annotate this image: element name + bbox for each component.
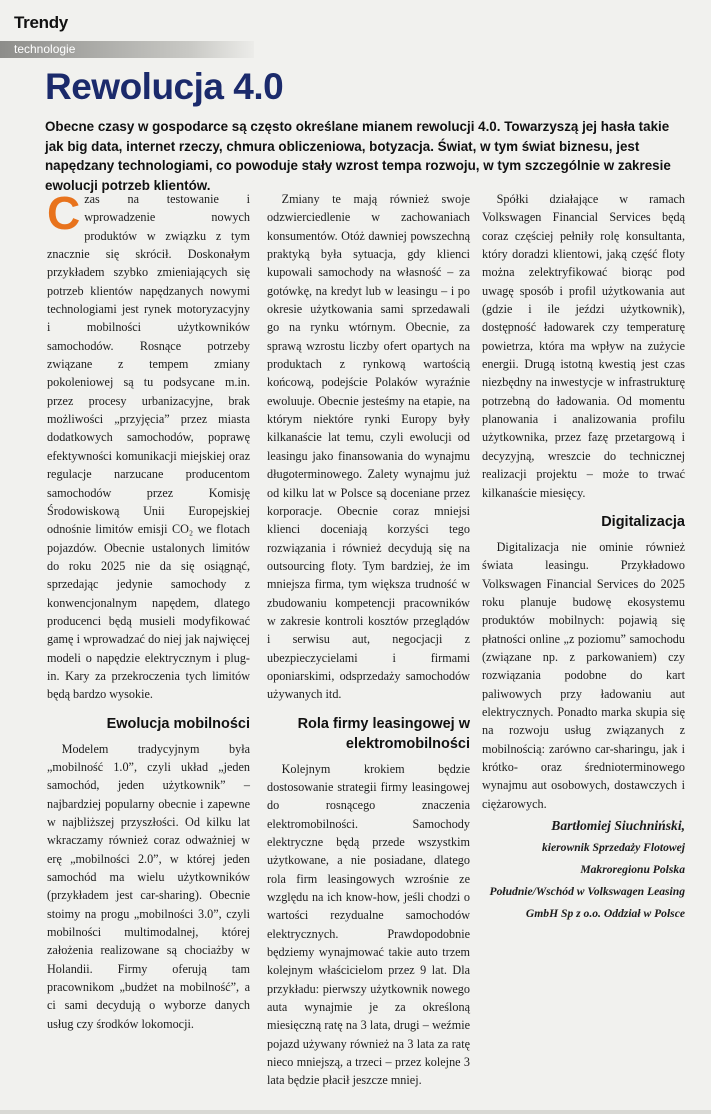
section-heading: Ewolucja mobilności <box>106 715 250 732</box>
body-paragraph: Digitalizacja nie ominie również świata leasingu. Przykładowo Volkswagen Financial Services do 2025 roku planuje budowę ekosystemu produktów mobilnych: pojawią się płatności online „z poziomu” samochodu (związane np. z parkowaniem) czy rozwiązania podobne do kart paliwowych przy ładowaniu aut elektrycznych. Ponadto marka skupia się na rozwoju usług związanych z mobilnością: zarówno car-sharingu, jak i krótko- oraz średnioterminowego wynajmu aut osobowych, dostawczych i ciężarowych. <box>482 539 685 811</box>
bottom-rule <box>0 1110 711 1114</box>
column-2 <box>267 190 470 1090</box>
section-heading: Rola firmy leasingowej w elektromobilności <box>297 715 470 752</box>
section-title: Trendy <box>14 13 68 32</box>
article-lead: Obecne czasy w gospodarce są często określane mianem rewolucji 4.0. Towarzyszą jej hasła takie jak big data, internet rzeczy, chmura obliczeniowa, botyzacja. Świat, w tym świat biznesu, jest napędzany technologiami, co powoduje stały wzrost tempa rozwoju, w tym szczególnie w zakresie ewolucji potrzeb klientów. <box>45 119 671 193</box>
body-paragraph: Modelem tradycyjnym była „mobilność 1.0”, czyli układ „jeden samochód, jeden użytkownik” – najbardziej popularny obecnie i zapewne w najbliższej przyszłości. Od kilku lat wkraczamy również coraz odważniej w erę „mobilności 2.0”, w której jeden samochód ma wielu użytkowników (przykładem jest car-sharing). Obecnie stoimy na progu „mobilności 3.0”, czyli mobilności multimodalnej, której założenia realizowane są chociażby w Holandii. Firmy oferują tam pracownikom „budżet na mobilność”, a ci sami decydują o wyborze danych usług czy środków lokomocji. <box>47 741 250 1031</box>
author-signature <box>482 815 685 925</box>
author-role: kierownik Sprzedaży Flotowej <box>541 841 685 854</box>
body-paragraph: Kolejnym krokiem będzie dostosowanie strategii firmy leasingowej do rosnącego znaczenia elektromobilności. Samochody elektryczne będą przede wszystkim użytkowane, a nie posiadane, dlatego rola firm leasingowych wzrośnie ze względu na ich know-how, jeśli chodzi o wartości rezydualne samochodów elektrycznych. Prawdopodobnie będziemy wynajmować takie auto trzem kolejnym właścicielom przez 9 lat. Dla przykładu: pierwszy użytkownik nowego auta wynajmie je za określoną miesięczną ratę na 3 lata, drugi – weźmie pojazd używany również na 3 lata za ratę nieco mniejszą, a trzeci – przez kolejne 3 lata będzie płacił jeszcze mniej. <box>267 761 470 1088</box>
author-name: Bartłomiej Siuchniński, <box>551 818 685 833</box>
author-role: Południe/Wschód w Volkswagen Leasing <box>489 885 685 898</box>
author-role: Makroregionu Polska <box>580 863 685 876</box>
article-title: Rewolucja 4.0 <box>45 66 284 107</box>
section-header <box>0 0 711 58</box>
body-paragraph: Spółki działające w ramach Volkswagen Financial Services będą coraz częściej pełniły rolę konsultanta, który doradzi klientowi, jaką część floty można zelektryfikować biorąc pod uwagę sposób i profil użytkowania aut (gdzie i ile jeździ użytkownik), dostępność ładowarek czy temperaturę powietrza, która ma wpływ na zużycie energii. Drugą istotną kwestią jest czas niezbędny na inwestycje w infrastrukturę potrzebną do ładowania. Od momentu planowania i analizowania profilu użytkownika, przez fazę przetargową i decyzyjną, wreszcie do technicznej realizacji projektu – może to trwać kilkanaście miesięcy. <box>482 192 685 500</box>
body-paragraph: Zmiany te mają również swoje odzwierciedlenie w zachowaniach konsumentów. Otóż dawniej powszechną praktyką była sytuacja, gdy klienci kupowali samochody na własność – za gotówkę, na kredyt lub w leasingu – i po okresie użytkowania sami sprzedawali go na rynku wtórnym. Obecnie, za sprawą wzrostu liczby ofert opartych na produktach z rynkową wartością końcową, podejście Polaków wyraźnie ewoluuje. Obecnie jesteśmy na etapie, na którym niektóre rynki Europy były kilkanaście lat temu, czyli ewolucji od leasingu jako finansowania do wynajmu długoterminowego. Zalety wynajmu już od kilku lat w Polsce są doceniane przez korporacje. Obecnie coraz mniejsi klienci doceniają korzyści tego rozwiązania i również decydują się na outsourcing floty. Tym bardziej, że im mniejsza firma, tym większa trudność w zbudowaniu kompetencji pracowników w zakresie kontroli kosztów przeglądów i serwisu aut, negocjacji z ubezpieczycielami i firmami oponiarskimi, odsprzedaży samochodów używanych itd. <box>267 192 470 702</box>
section-subtitle: technologie <box>14 42 76 56</box>
column-3 <box>482 190 685 925</box>
author-role: GmbH Sp z o.o. Oddział w Polsce <box>525 907 685 920</box>
intro-text: zas na testowanie i wprowadzenie nowych produktów w związku z tym znacznie się skrócił. Doskonałym przykładem szybko zmieniających się potrzeb klientów napędzanych nowymi technologiami jest rynek motoryzacyjny i mobilności użytkowników samochodów. Rosnące potrzeby związane z tempem zmiany pokoleniowej są tu podsycane m.in. przez procesy urbanizacyjne, brak możliwości „przyjęcia” przez miasta dodatkowych samochodów, poprawę efektywności komunikacji miejskiej oraz regulacje narzucane producentom samochodów przez Komisję Środowiskową Unii Europejskiej odnośnie limitów emisji CO₂ we flotach pojazdów. Obecnie ustalonych limitów do roku 2025 nie da się osiągnąć, sprzedając jedynie samochody z konwencjonalnym napędem, dlatego producenci będą musieli modyfikować gamę i wprowadzać do niej jak najwięcej modeli o napędzie elektrycznym i plug-in. Kary za przekroczenia tych limitów będą bardzo wysokie. <box>47 192 250 702</box>
intro-paragraph <box>47 187 250 704</box>
drop-cap: C <box>47 187 81 239</box>
section-heading: Digitalizacja <box>601 513 685 530</box>
column-1 <box>47 187 250 1033</box>
